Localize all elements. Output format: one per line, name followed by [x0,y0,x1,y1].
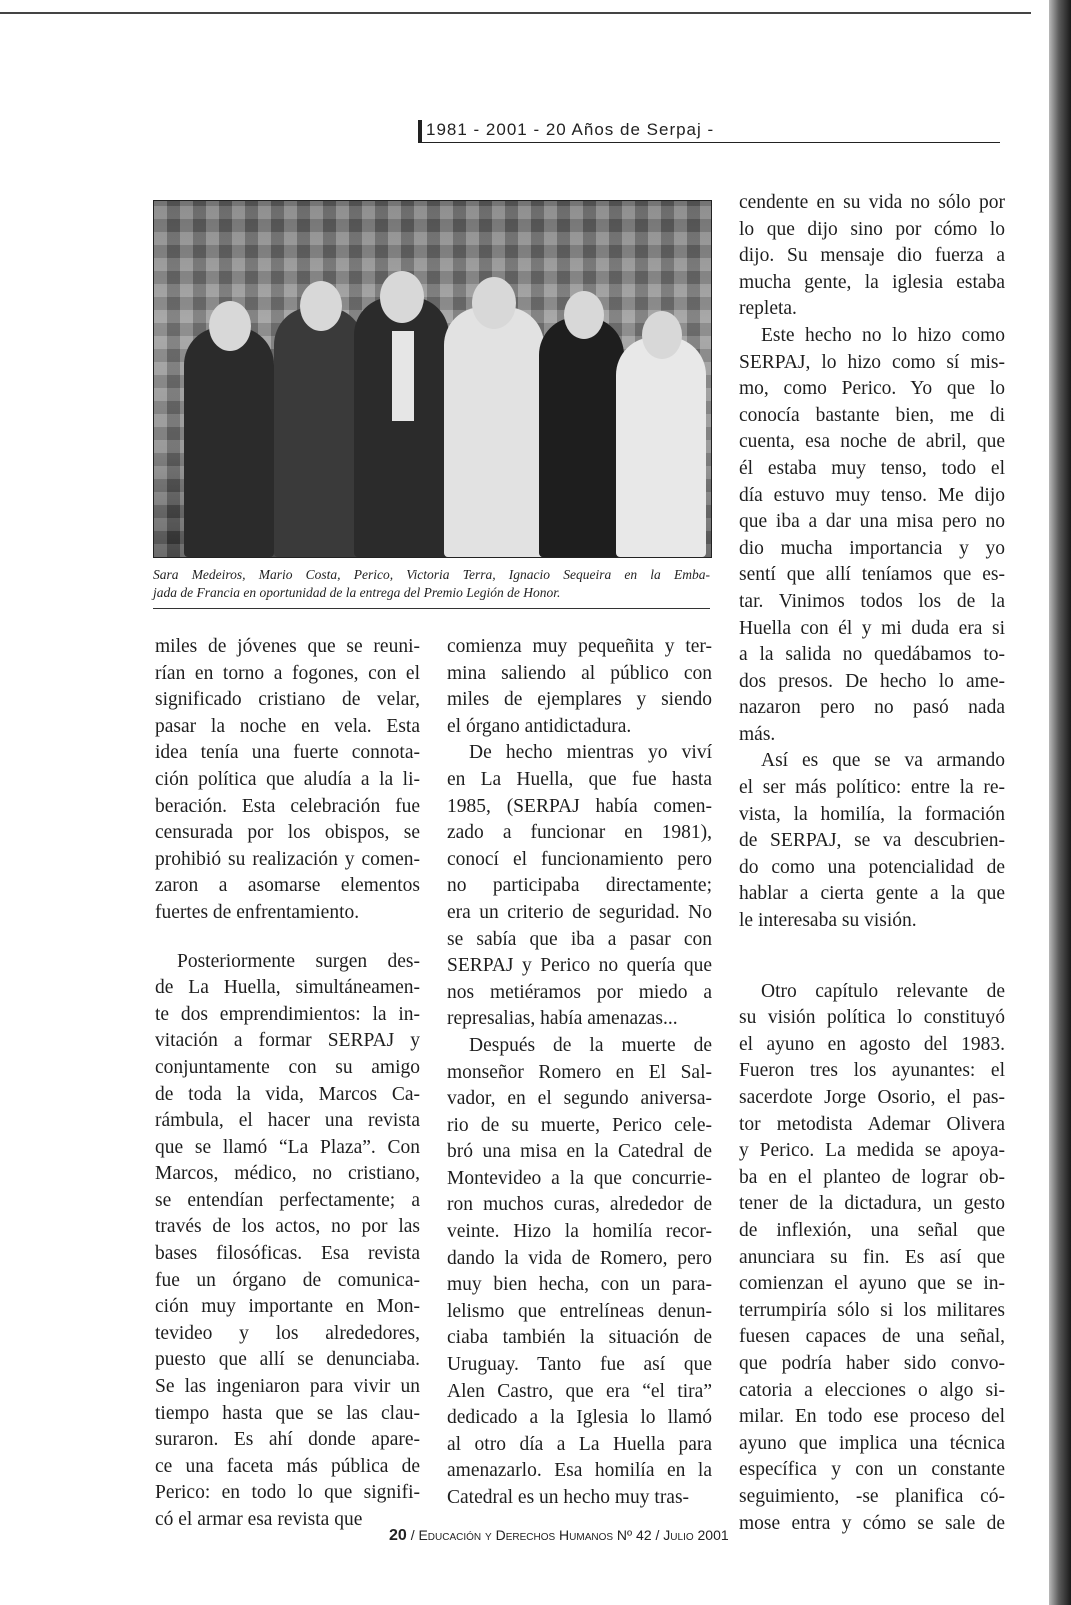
text-line: era un criterio de seguridad. No [447,901,712,923]
text-line: se sabía que iba a pasar con [447,928,712,950]
text-line: zado a funcionar en 1981), [447,822,712,844]
text-line: tener de la dictadura, un gesto [739,1193,1005,1215]
text-line: comienza muy pequeñita y ter- [447,636,712,657]
text-line: vista, la homilía, la formación [739,803,1005,825]
text-line: de inflexión, una señal que [739,1219,1005,1241]
photo-face [472,277,516,329]
text-line: sentí que allí teníamos que es- [739,564,1005,586]
text-line: seguimiento, -se planifica có- [739,1485,1005,1507]
caption-line: jada de Francia en oportunidad de la entrega del Premio Legión de Honor. [153,585,561,600]
text-line: idea tenía una fuerte connota- [155,742,420,764]
text-line: que se llamó “La Plaza”. Con [155,1136,420,1158]
text-line: veinte. Hizo la homilía recor- [447,1221,712,1243]
text-line: Alen Castro, que era “el tira” [447,1380,712,1402]
text-line: hablar a cierta gente a la que [739,883,1005,905]
photo-person [616,337,706,557]
text-line: significado cristiano de velar, [155,689,420,711]
text-line: conjuntamente con su amigo [155,1056,420,1078]
text-line: le interesaba su visión. [739,910,917,932]
running-head-bar [418,120,422,142]
page-number: 20 [389,1527,407,1544]
text-line: Uruguay. Tanto fue así que [447,1354,712,1376]
text-line: censurada por los obispos, se [155,822,420,844]
running-head [418,120,1000,143]
text-line: fuertes de enfrentamiento. [155,901,360,923]
paragraph-gap [155,927,420,949]
photo-person [539,317,624,557]
running-head-text: 1981 - 2001 - 20 Años de Serpaj - [426,120,715,139]
text-line: nazaron pero no pasó nada [739,697,1005,719]
text-line: De hecho mientras yo viví [469,742,712,764]
text-line: día estuvo muy tenso. Me dijo [739,484,1005,506]
text-line: comienzan el ayuno que se in- [739,1273,1005,1295]
photo-caption [153,566,710,609]
text-line: ba en el planteo de lograr ob- [739,1166,1005,1188]
text-line: de La Huella, simultáneamen- [155,977,420,999]
caption-line: Sara Medeiros, Mario Costa, Perico, Victoria Terra, Ignacio Sequeira en la Emba- [153,567,710,582]
photo-face [642,311,682,359]
scan-edge-shadow [1049,0,1071,1605]
section-gap [739,935,1005,979]
text-line: bró una misa en la Catedral de [447,1141,712,1163]
text-line: repleta. [739,298,797,320]
text-line: en La Huella, que fue hasta [447,768,712,790]
text-line: beración. Esta celebración fue [155,795,420,817]
text-column-1 [155,634,420,1534]
text-line: vitación a formar SERPAJ y [155,1030,420,1052]
text-line: mucha gente, la iglesia estaba [739,271,1005,293]
text-line: rían en torno a fogones, con el [155,662,420,684]
text-line: específica y con un constante [739,1459,1005,1481]
text-line: SERPAJ y Perico no quería que [447,955,712,977]
text-line: ción política que aludía a la li- [155,768,420,790]
text-line: Posteriormente surgen des- [177,950,420,972]
text-line: Huella con él y mi duda era si [739,617,1005,639]
text-line: conocí el funcionamiento pero [447,848,712,870]
text-line: te dos emprendimientos: la in- [155,1003,420,1025]
text-line: Después de la muerte de [469,1034,712,1056]
text-line: có el armar esa revista que [155,1509,363,1530]
text-column-2 [447,634,712,1512]
text-line: ayuno que implica una técnica [739,1432,1005,1454]
text-line: que podría haber sido convo- [739,1352,1005,1374]
photo [153,200,712,558]
text-line: más. [739,723,776,745]
text-line: monseñor Romero en El Sal- [447,1061,712,1083]
text-column-3 [739,190,1005,1537]
text-line: bases filosóficas. Esa revista [155,1243,420,1265]
text-line: mose entra y cómo se sale de [739,1512,1005,1534]
text-line: el ayuno en agosto del 1983. [739,1033,1005,1055]
text-line: de SERPAJ, se va descubrien- [739,830,1005,852]
text-line: nos metiéramos por miedo a [447,981,712,1003]
text-line: amenazarlo. Esa homilía en la [447,1460,712,1482]
text-line: tar. Vinimos todos los de la [739,590,1005,612]
text-line: puesto que allí se denunciaba. [155,1349,420,1371]
text-line: conocía bastante bien, me di [739,404,1005,426]
text-line: el órgano antidictadura. [447,715,632,737]
text-line: través de los actos, no por las [155,1216,420,1238]
text-line: terrumpiría sólo si los militares [739,1299,1005,1321]
text-line: lelismo que entrelíneas denun- [447,1300,712,1322]
text-line: Fueron tres los ayunantes: el [739,1060,1005,1082]
text-line: su visión política lo constituyó [739,1007,1005,1029]
text-line: Se las ingeniaron para vivir un [155,1376,420,1398]
text-line: cuenta, esa noche de abril, que [739,431,1005,453]
top-rule [0,12,1031,14]
text-line: ron muchos curas, alrededor de [447,1194,712,1216]
text-line: a la salida no quedábamos to- [739,644,1005,666]
text-line: ción muy importante en Mon- [155,1296,420,1318]
footer-separator: / [410,1527,415,1543]
text-line: y Perico. La medida se apoya- [739,1140,1005,1162]
text-line: tevideo y los alrededores, [155,1322,420,1344]
text-line: al otro día a La Huella para [447,1433,712,1455]
text-line: cendente en su vida no sólo por [739,192,1005,213]
text-line: dando la vida de Romero, pero [447,1247,712,1269]
text-line: tor metodista Ademar Olivera [739,1113,1005,1135]
text-line: do como una potencialidad de [739,856,1005,878]
text-line: tiempo hasta que se las clau- [155,1402,420,1424]
text-line: no participaba directamente; [447,875,712,897]
text-line: rio de su muerte, Perico cele- [447,1114,712,1136]
photo-face [380,271,424,323]
photo-face [300,281,342,331]
text-line: prohibió su realización y comen- [155,848,420,870]
text-line: dedicado a la Iglesia lo llamó [447,1407,712,1429]
text-line: 1985, (SERPAJ había comen- [447,795,712,817]
text-line: miles de jóvenes que se reuni- [155,636,420,657]
text-line: miles de ejemplares y siendo [447,689,712,711]
text-line: lo que dijo sino por cómo lo [739,218,1005,240]
text-line: Este hecho no lo hizo como [761,324,1005,346]
page-footer [389,1527,809,1545]
text-line: mo, como Perico. Yo que lo [739,378,1005,400]
text-line: rámbula, el hacer una revista [155,1110,420,1132]
text-line: Otro capítulo relevante de [761,980,1005,1002]
text-line: fue un órgano de comunica- [155,1269,420,1291]
photo-person [184,327,274,557]
text-line: dos presos. De hecho lo ame- [739,670,1005,692]
text-line: represalias, había amenazas... [447,1008,678,1030]
photo-person [274,307,364,557]
text-line: Perico: en todo lo que signifi- [155,1482,420,1504]
photo-face [209,301,251,351]
text-line: dio mucha importancia y yo [739,537,1005,559]
text-line: vador, en el segundo aniversa- [447,1088,712,1110]
text-line: catoria a elecciones o algo si- [739,1379,1005,1401]
text-line: ciaba también la situación de [447,1327,712,1349]
text-line: zaron a asomarse elementos [155,875,420,897]
text-line: suraron. Es ahí donde apare- [155,1429,420,1451]
footer-publication: Educación y Derechos Humanos Nº 42 / Julio 2001 [418,1527,729,1543]
text-line: SERPAJ, lo hizo como sí mis- [739,351,1005,373]
text-line: Marcos, médico, no cristiano, [155,1163,420,1185]
text-line: el ser más político: entre la re- [739,777,1005,799]
text-line: muy bien hecha, con un para- [447,1274,712,1296]
text-line: él estaba muy tenso, todo el [739,457,1005,479]
photo-person [444,307,544,557]
text-line: Montevideo a la que concurrie- [447,1167,712,1189]
photo-face [564,291,604,339]
text-line: dijo. Su mensaje dio fuerza a [739,245,1005,267]
text-line: sacerdote Jorge Osorio, el pas- [739,1087,1005,1108]
text-line: Catedral es un hecho muy tras- [447,1487,690,1508]
text-line: Así es que se va armando [761,750,1005,772]
text-line: milar. En todo ese proceso del [739,1406,1005,1428]
text-line: de toda la vida, Marcos Ca- [155,1083,420,1105]
text-line: mina saliendo al público con [447,662,712,684]
text-line: pasar la noche en vela. Esta [155,715,420,737]
text-line: se entendían perfectamente; a [155,1189,420,1211]
text-line: que iba a dar una misa pero no [739,511,1005,533]
photo-shirt [392,331,414,421]
text-line: fuesen capaces de una señal, [739,1326,1005,1348]
text-line: ce una faceta más pública de [155,1455,420,1477]
text-line: anunciara su fin. Es así que [739,1246,1005,1268]
